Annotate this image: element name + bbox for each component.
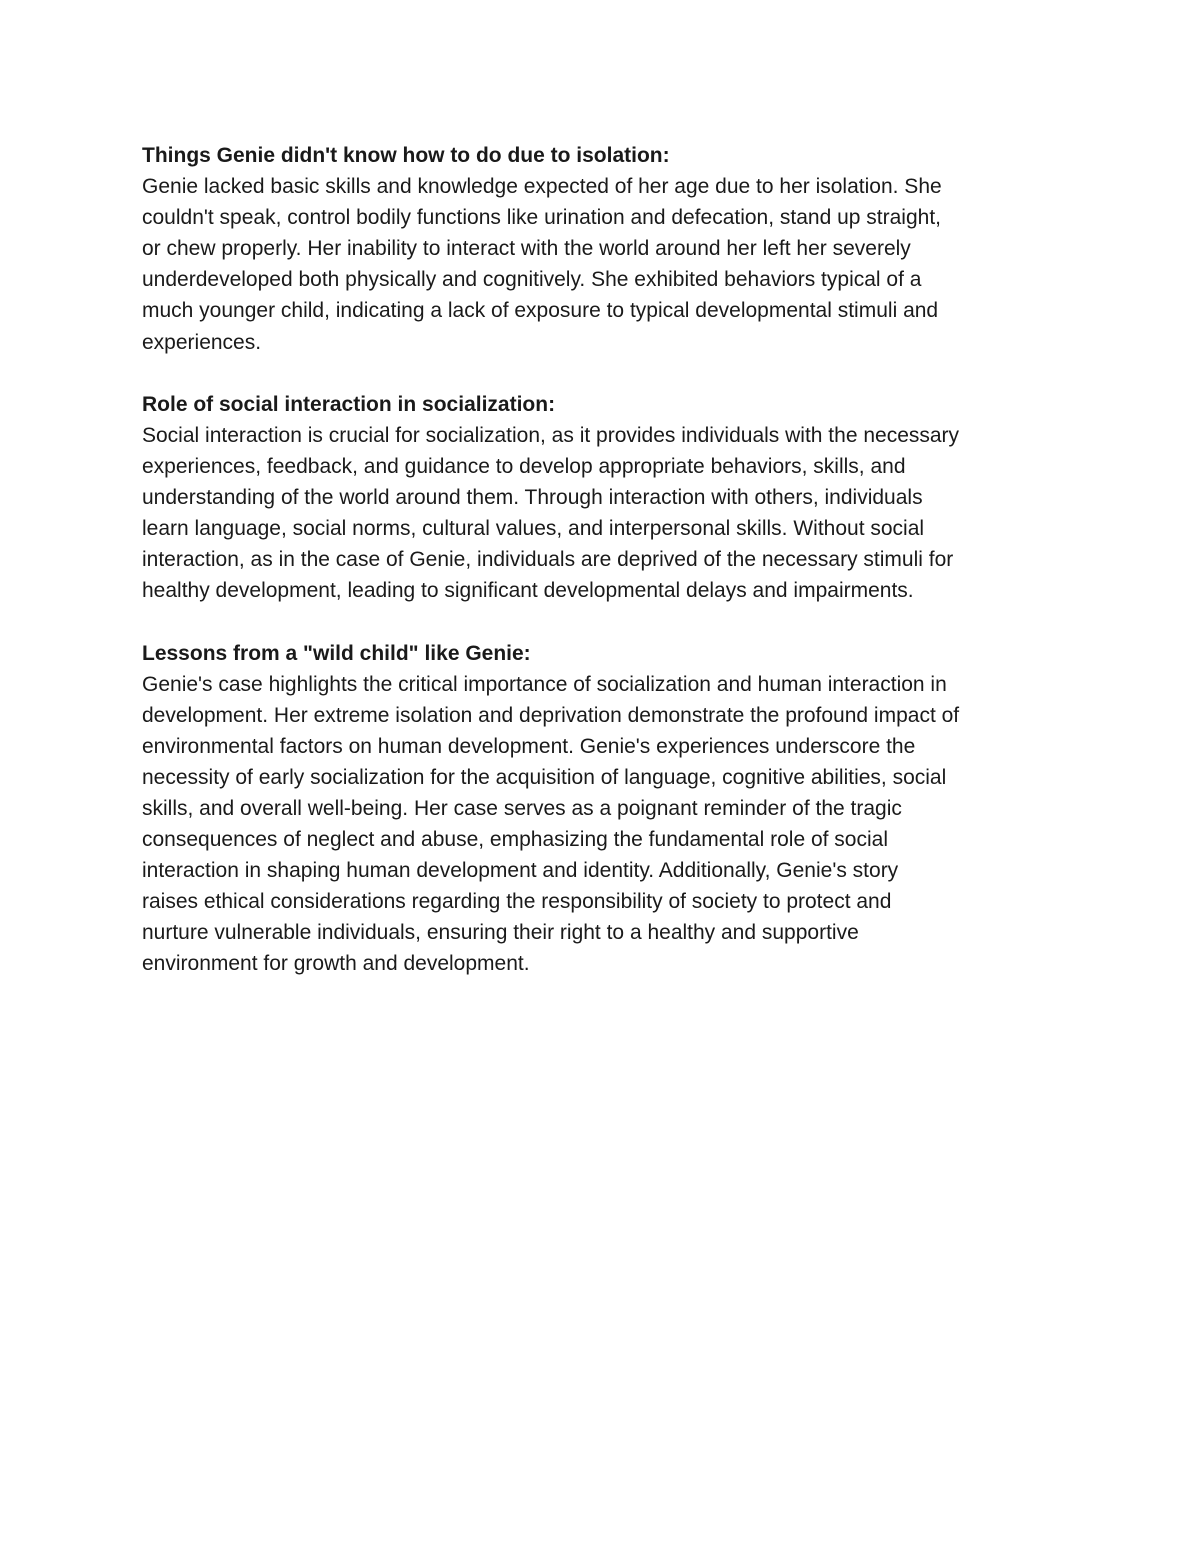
text-line: nurture vulnerable individuals, ensuring their right to a healthy and supportive bbox=[142, 921, 859, 945]
text-line: Social interaction is crucial for socialization, as it provides individuals with the necessary bbox=[142, 423, 960, 447]
text-line: interaction, as in the case of Genie, individuals are deprived of the necessary stimuli for bbox=[142, 548, 954, 572]
section-paragraph bbox=[142, 669, 1072, 980]
section-heading: Lessons from a "wild child" like Genie: bbox=[142, 641, 531, 665]
section-lessons bbox=[142, 638, 1072, 980]
section-paragraph bbox=[142, 420, 1072, 607]
section-heading: Things Genie didn't know how to do due to isolation: bbox=[142, 144, 670, 167]
text-line: much younger child, indicating a lack of exposure to typical developmental stimuli and bbox=[142, 299, 939, 323]
text-line: understanding of the world around them. Through interaction with others, individuals bbox=[142, 486, 923, 510]
text-line: underdeveloped both physically and cognitively. She exhibited behaviors typical of a bbox=[142, 268, 922, 292]
text-line: interaction in shaping human development and identity. Additionally, Genie's story bbox=[142, 859, 899, 883]
text-line: healthy development, leading to significant developmental delays and impairments. bbox=[142, 579, 914, 603]
text-line: skills, and overall well-being. Her case serves as a poignant reminder of the tragic bbox=[142, 796, 902, 820]
text-line: or chew properly. Her inability to interact with the world around her left her severely bbox=[142, 237, 911, 261]
text-line: couldn't speak, control bodily functions like urination and defecation, stand up straight, bbox=[142, 206, 942, 230]
text-line: environment for growth and development. bbox=[142, 952, 530, 976]
section-social-interaction bbox=[142, 389, 1072, 607]
text-line: necessity of early socialization for the acquisition of language, cognitive abilities, social bbox=[142, 765, 947, 789]
text-line: experiences, feedback, and guidance to develop appropriate behaviors, skills, and bbox=[142, 454, 906, 478]
document-body bbox=[142, 140, 1072, 1011]
text-line: Genie lacked basic skills and knowledge expected of her age due to her isolation. She bbox=[142, 175, 942, 199]
text-line: Genie's case highlights the critical importance of socialization and human interaction in bbox=[142, 672, 947, 696]
text-line: development. Her extreme isolation and deprivation demonstrate the profound impact of bbox=[142, 703, 960, 727]
text-line: learn language, social norms, cultural values, and interpersonal skills. Without social bbox=[142, 517, 925, 541]
text-line: environmental factors on human development. Genie's experiences underscore the bbox=[142, 734, 916, 758]
section-heading: Role of social interaction in socialization: bbox=[142, 392, 556, 416]
text-line: experiences. bbox=[142, 330, 262, 354]
section-paragraph bbox=[142, 171, 1072, 358]
text-line: raises ethical considerations regarding the responsibility of society to protect and bbox=[142, 890, 892, 914]
text-line: consequences of neglect and abuse, emphasizing the fundamental role of social bbox=[142, 828, 888, 852]
section-isolation bbox=[142, 140, 1072, 358]
